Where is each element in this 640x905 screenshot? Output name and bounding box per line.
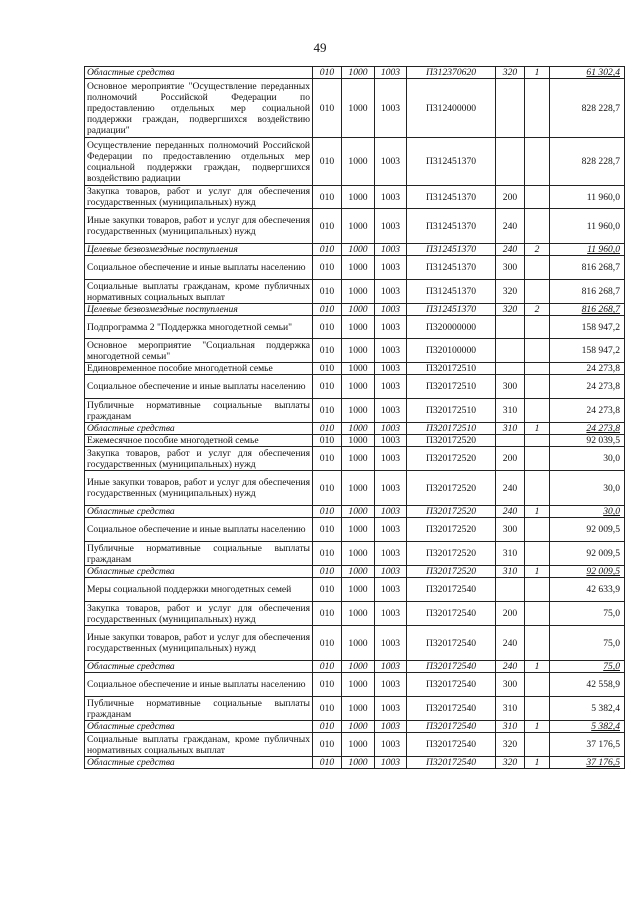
funding-source-cell — [525, 339, 550, 363]
subsection-code-cell: 1003 — [375, 339, 407, 363]
funding-source-cell — [525, 447, 550, 471]
target-article-cell: П320172520 — [407, 518, 496, 542]
grbs-code-cell: 010 — [313, 626, 342, 661]
subsection-code-cell: 1003 — [375, 542, 407, 566]
subsection-code-cell: 1003 — [375, 67, 407, 79]
amount-cell: 75,0 — [550, 661, 625, 673]
expense-type-cell: 240 — [496, 661, 525, 673]
section-code-cell: 1000 — [342, 423, 375, 435]
section-code-cell: 1000 — [342, 316, 375, 339]
table-row — [85, 209, 625, 244]
expense-type-cell: 300 — [496, 518, 525, 542]
row-name-cell: Закупка товаров, работ и услуг для обеспечения государственных (муниципальных) нужд — [85, 447, 313, 471]
grbs-code-cell: 010 — [313, 304, 342, 316]
amount-cell: 11 960,0 — [550, 244, 625, 256]
subsection-code-cell: 1003 — [375, 757, 407, 769]
target-article-cell: П320172520 — [407, 471, 496, 506]
section-code-cell: 1000 — [342, 578, 375, 602]
target-article-cell: П312451370 — [407, 280, 496, 304]
subsection-code-cell: 1003 — [375, 186, 407, 209]
row-name-cell: Социальное обеспечение и иные выплаты населению — [85, 673, 313, 697]
section-code-cell: 1000 — [342, 518, 375, 542]
grbs-code-cell: 010 — [313, 673, 342, 697]
subsection-code-cell: 1003 — [375, 471, 407, 506]
target-article-cell: П312370620 — [407, 67, 496, 79]
target-article-cell: П320172510 — [407, 399, 496, 423]
funding-source-cell — [525, 733, 550, 757]
amount-cell: 816 268,7 — [550, 304, 625, 316]
funding-source-cell — [525, 471, 550, 506]
target-article-cell: П312451370 — [407, 256, 496, 280]
section-code-cell: 1000 — [342, 542, 375, 566]
grbs-code-cell: 010 — [313, 138, 342, 186]
row-name-cell: Социальные выплаты гражданам, кроме публичных нормативных социальных выплат — [85, 280, 313, 304]
funding-source-cell — [525, 435, 550, 447]
subsection-code-cell: 1003 — [375, 423, 407, 435]
amount-cell: 61 302,4 — [550, 67, 625, 79]
table-row — [85, 733, 625, 757]
subsection-code-cell: 1003 — [375, 435, 407, 447]
amount-cell: 75,0 — [550, 626, 625, 661]
subsection-code-cell: 1003 — [375, 626, 407, 661]
expense-type-cell: 200 — [496, 186, 525, 209]
grbs-code-cell: 010 — [313, 423, 342, 435]
subsection-code-cell: 1003 — [375, 697, 407, 721]
expense-type-cell — [496, 339, 525, 363]
row-name-cell: Публичные нормативные социальные выплаты гражданам — [85, 542, 313, 566]
grbs-code-cell: 010 — [313, 602, 342, 626]
expense-type-cell: 310 — [496, 721, 525, 733]
grbs-code-cell: 010 — [313, 697, 342, 721]
target-article-cell: П312451370 — [407, 186, 496, 209]
table-row — [85, 566, 625, 578]
funding-source-cell — [525, 542, 550, 566]
funding-source-cell: 1 — [525, 757, 550, 769]
section-code-cell: 1000 — [342, 79, 375, 138]
row-name-cell: Закупка товаров, работ и услуг для обеспечения государственных (муниципальных) нужд — [85, 186, 313, 209]
subsection-code-cell: 1003 — [375, 447, 407, 471]
subsection-code-cell: 1003 — [375, 518, 407, 542]
amount-cell: 158 947,2 — [550, 316, 625, 339]
funding-source-cell: 1 — [525, 721, 550, 733]
funding-source-cell — [525, 518, 550, 542]
section-code-cell: 1000 — [342, 435, 375, 447]
target-article-cell: П320172540 — [407, 697, 496, 721]
target-article-cell: П320172520 — [407, 435, 496, 447]
expense-type-cell: 320 — [496, 280, 525, 304]
section-code-cell: 1000 — [342, 566, 375, 578]
target-article-cell: П320172510 — [407, 375, 496, 399]
target-article-cell: П320172510 — [407, 363, 496, 375]
subsection-code-cell: 1003 — [375, 602, 407, 626]
row-name-cell: Осуществление переданных полномочий Российской Федерации по предоставлению отдельных мер социальной поддержки граждан, подвергшихся воздействию радиации — [85, 138, 313, 186]
amount-cell: 11 960,0 — [550, 209, 625, 244]
row-name-cell: Областные средства — [85, 423, 313, 435]
budget-table-body — [85, 67, 625, 769]
table-row — [85, 661, 625, 673]
funding-source-cell — [525, 186, 550, 209]
table-row — [85, 186, 625, 209]
table-row — [85, 280, 625, 304]
target-article-cell: П312451370 — [407, 209, 496, 244]
funding-source-cell — [525, 79, 550, 138]
amount-cell: 24 273,8 — [550, 399, 625, 423]
section-code-cell: 1000 — [342, 256, 375, 280]
section-code-cell: 1000 — [342, 280, 375, 304]
funding-source-cell — [525, 209, 550, 244]
funding-source-cell — [525, 602, 550, 626]
row-name-cell: Иные закупки товаров, работ и услуг для обеспечения государственных (муниципальных) нужд — [85, 626, 313, 661]
funding-source-cell — [525, 673, 550, 697]
subsection-code-cell: 1003 — [375, 209, 407, 244]
grbs-code-cell: 010 — [313, 471, 342, 506]
subsection-code-cell: 1003 — [375, 138, 407, 186]
subsection-code-cell: 1003 — [375, 256, 407, 280]
target-article-cell: П320000000 — [407, 316, 496, 339]
grbs-code-cell: 010 — [313, 757, 342, 769]
funding-source-cell — [525, 375, 550, 399]
target-article-cell: П312451370 — [407, 304, 496, 316]
subsection-code-cell: 1003 — [375, 244, 407, 256]
table-row — [85, 304, 625, 316]
row-name-cell: Областные средства — [85, 566, 313, 578]
funding-source-cell — [525, 399, 550, 423]
grbs-code-cell: 010 — [313, 399, 342, 423]
target-article-cell: П320172520 — [407, 506, 496, 518]
subsection-code-cell: 1003 — [375, 363, 407, 375]
table-row — [85, 339, 625, 363]
row-name-cell: Социальное обеспечение и иные выплаты населению — [85, 256, 313, 280]
amount-cell: 11 960,0 — [550, 186, 625, 209]
amount-cell: 5 382,4 — [550, 721, 625, 733]
table-row — [85, 67, 625, 79]
subsection-code-cell: 1003 — [375, 304, 407, 316]
grbs-code-cell: 010 — [313, 578, 342, 602]
amount-cell: 75,0 — [550, 602, 625, 626]
amount-cell: 30,0 — [550, 506, 625, 518]
expense-type-cell: 240 — [496, 506, 525, 518]
subsection-code-cell: 1003 — [375, 399, 407, 423]
target-article-cell: П320172540 — [407, 673, 496, 697]
subsection-code-cell: 1003 — [375, 673, 407, 697]
subsection-code-cell: 1003 — [375, 733, 407, 757]
row-name-cell: Областные средства — [85, 661, 313, 673]
target-article-cell: П320172540 — [407, 733, 496, 757]
expense-type-cell: 320 — [496, 733, 525, 757]
expense-type-cell — [496, 363, 525, 375]
table-row — [85, 79, 625, 138]
target-article-cell: П312451370 — [407, 138, 496, 186]
grbs-code-cell: 010 — [313, 244, 342, 256]
grbs-code-cell: 010 — [313, 566, 342, 578]
table-row — [85, 423, 625, 435]
section-code-cell: 1000 — [342, 506, 375, 518]
grbs-code-cell: 010 — [313, 280, 342, 304]
grbs-code-cell: 010 — [313, 542, 342, 566]
grbs-code-cell: 010 — [313, 209, 342, 244]
expense-type-cell: 310 — [496, 399, 525, 423]
amount-cell: 30,0 — [550, 471, 625, 506]
target-article-cell: П320172540 — [407, 626, 496, 661]
amount-cell: 828 228,7 — [550, 138, 625, 186]
section-code-cell: 1000 — [342, 363, 375, 375]
target-article-cell: П312400000 — [407, 79, 496, 138]
target-article-cell: П320172520 — [407, 566, 496, 578]
grbs-code-cell: 010 — [313, 339, 342, 363]
subsection-code-cell: 1003 — [375, 578, 407, 602]
grbs-code-cell: 010 — [313, 518, 342, 542]
grbs-code-cell: 010 — [313, 733, 342, 757]
table-row — [85, 256, 625, 280]
amount-cell: 92 009,5 — [550, 518, 625, 542]
section-code-cell: 1000 — [342, 375, 375, 399]
amount-cell: 24 273,8 — [550, 375, 625, 399]
grbs-code-cell: 010 — [313, 661, 342, 673]
row-name-cell: Меры социальной поддержки многодетных семей — [85, 578, 313, 602]
funding-source-cell: 1 — [525, 566, 550, 578]
target-article-cell: П320172540 — [407, 578, 496, 602]
funding-source-cell: 2 — [525, 244, 550, 256]
expense-type-cell: 310 — [496, 566, 525, 578]
funding-source-cell: 1 — [525, 506, 550, 518]
row-name-cell: Иные закупки товаров, работ и услуг для обеспечения государственных (муниципальных) нужд — [85, 209, 313, 244]
expense-type-cell: 320 — [496, 67, 525, 79]
row-name-cell: Закупка товаров, работ и услуг для обеспечения государственных (муниципальных) нужд — [85, 602, 313, 626]
funding-source-cell: 1 — [525, 661, 550, 673]
grbs-code-cell: 010 — [313, 316, 342, 339]
grbs-code-cell: 010 — [313, 186, 342, 209]
grbs-code-cell: 010 — [313, 375, 342, 399]
grbs-code-cell: 010 — [313, 67, 342, 79]
expense-type-cell: 300 — [496, 256, 525, 280]
amount-cell: 24 273,8 — [550, 423, 625, 435]
subsection-code-cell: 1003 — [375, 661, 407, 673]
expense-type-cell: 200 — [496, 447, 525, 471]
subsection-code-cell: 1003 — [375, 506, 407, 518]
funding-source-cell — [525, 280, 550, 304]
expense-type-cell — [496, 138, 525, 186]
grbs-code-cell: 010 — [313, 435, 342, 447]
funding-source-cell — [525, 578, 550, 602]
target-article-cell: П320172520 — [407, 542, 496, 566]
grbs-code-cell: 010 — [313, 363, 342, 375]
amount-cell: 5 382,4 — [550, 697, 625, 721]
section-code-cell: 1000 — [342, 304, 375, 316]
target-article-cell: П320172520 — [407, 447, 496, 471]
expense-type-cell: 240 — [496, 244, 525, 256]
funding-source-cell: 1 — [525, 423, 550, 435]
amount-cell: 92 009,5 — [550, 542, 625, 566]
section-code-cell: 1000 — [342, 186, 375, 209]
row-name-cell: Основное мероприятие "Социальная поддержка многодетной семьи" — [85, 339, 313, 363]
table-row — [85, 138, 625, 186]
expense-type-cell: 300 — [496, 375, 525, 399]
expense-type-cell: 310 — [496, 423, 525, 435]
row-name-cell: Ежемесячное пособие многодетной семье — [85, 435, 313, 447]
budget-table — [84, 66, 625, 769]
expense-type-cell: 310 — [496, 542, 525, 566]
row-name-cell: Социальные выплаты гражданам, кроме публичных нормативных социальных выплат — [85, 733, 313, 757]
grbs-code-cell: 010 — [313, 506, 342, 518]
expense-type-cell: 300 — [496, 673, 525, 697]
table-row — [85, 757, 625, 769]
section-code-cell: 1000 — [342, 673, 375, 697]
table-row — [85, 471, 625, 506]
expense-type-cell — [496, 316, 525, 339]
target-article-cell: П320172540 — [407, 602, 496, 626]
section-code-cell: 1000 — [342, 244, 375, 256]
table-row — [85, 673, 625, 697]
funding-source-cell — [525, 697, 550, 721]
section-code-cell: 1000 — [342, 757, 375, 769]
section-code-cell: 1000 — [342, 399, 375, 423]
table-row — [85, 447, 625, 471]
target-article-cell: П320172540 — [407, 757, 496, 769]
expense-type-cell: 320 — [496, 304, 525, 316]
funding-source-cell — [525, 138, 550, 186]
amount-cell: 24 273,8 — [550, 363, 625, 375]
table-row — [85, 244, 625, 256]
expense-type-cell: 320 — [496, 757, 525, 769]
amount-cell: 92 039,5 — [550, 435, 625, 447]
expense-type-cell — [496, 79, 525, 138]
amount-cell: 92 009,5 — [550, 566, 625, 578]
expense-type-cell: 240 — [496, 209, 525, 244]
row-name-cell: Областные средства — [85, 506, 313, 518]
row-name-cell: Подпрограмма 2 "Поддержка многодетной семьи" — [85, 316, 313, 339]
table-row — [85, 542, 625, 566]
section-code-cell: 1000 — [342, 471, 375, 506]
funding-source-cell — [525, 363, 550, 375]
funding-source-cell: 2 — [525, 304, 550, 316]
row-name-cell: Основное мероприятие "Осуществление переданных полномочий Российской Федерации по предоставлению отдельных мер социальной поддержки граждан, подвергшихся воздействию радиации" — [85, 79, 313, 138]
table-row — [85, 506, 625, 518]
grbs-code-cell: 010 — [313, 79, 342, 138]
subsection-code-cell: 1003 — [375, 280, 407, 304]
row-name-cell: Публичные нормативные социальные выплаты гражданам — [85, 697, 313, 721]
table-row — [85, 316, 625, 339]
section-code-cell: 1000 — [342, 721, 375, 733]
section-code-cell: 1000 — [342, 339, 375, 363]
amount-cell: 828 228,7 — [550, 79, 625, 138]
section-code-cell: 1000 — [342, 697, 375, 721]
table-row — [85, 697, 625, 721]
subsection-code-cell: 1003 — [375, 79, 407, 138]
table-row — [85, 399, 625, 423]
table-row — [85, 602, 625, 626]
amount-cell: 37 176,5 — [550, 757, 625, 769]
expense-type-cell: 310 — [496, 697, 525, 721]
expense-type-cell — [496, 435, 525, 447]
funding-source-cell: 1 — [525, 67, 550, 79]
section-code-cell: 1000 — [342, 138, 375, 186]
target-article-cell: П320172540 — [407, 661, 496, 673]
expense-type-cell — [496, 578, 525, 602]
section-code-cell: 1000 — [342, 626, 375, 661]
section-code-cell: 1000 — [342, 661, 375, 673]
amount-cell: 158 947,2 — [550, 339, 625, 363]
funding-source-cell — [525, 626, 550, 661]
section-code-cell: 1000 — [342, 447, 375, 471]
funding-source-cell — [525, 316, 550, 339]
subsection-code-cell: 1003 — [375, 721, 407, 733]
table-row — [85, 435, 625, 447]
section-code-cell: 1000 — [342, 602, 375, 626]
subsection-code-cell: 1003 — [375, 566, 407, 578]
table-row — [85, 578, 625, 602]
amount-cell: 816 268,7 — [550, 280, 625, 304]
section-code-cell: 1000 — [342, 733, 375, 757]
target-article-cell: П320172540 — [407, 721, 496, 733]
expense-type-cell: 240 — [496, 626, 525, 661]
grbs-code-cell: 010 — [313, 721, 342, 733]
table-row — [85, 375, 625, 399]
subsection-code-cell: 1003 — [375, 375, 407, 399]
grbs-code-cell: 010 — [313, 447, 342, 471]
table-row — [85, 626, 625, 661]
target-article-cell: П312451370 — [407, 244, 496, 256]
section-code-cell: 1000 — [342, 209, 375, 244]
row-name-cell: Целевые безвозмездные поступления — [85, 244, 313, 256]
page-number: 49 — [313, 40, 327, 55]
expense-type-cell: 200 — [496, 602, 525, 626]
grbs-code-cell: 010 — [313, 256, 342, 280]
row-name-cell: Областные средства — [85, 757, 313, 769]
row-name-cell: Целевые безвозмездные поступления — [85, 304, 313, 316]
amount-cell: 42 633,9 — [550, 578, 625, 602]
section-code-cell: 1000 — [342, 67, 375, 79]
expense-type-cell: 240 — [496, 471, 525, 506]
subsection-code-cell: 1003 — [375, 316, 407, 339]
table-row — [85, 363, 625, 375]
row-name-cell: Социальное обеспечение и иные выплаты населению — [85, 518, 313, 542]
table-row — [85, 721, 625, 733]
amount-cell: 42 558,9 — [550, 673, 625, 697]
target-article-cell: П320172510 — [407, 423, 496, 435]
row-name-cell: Иные закупки товаров, работ и услуг для обеспечения государственных (муниципальных) нужд — [85, 471, 313, 506]
amount-cell: 30,0 — [550, 447, 625, 471]
amount-cell: 37 176,5 — [550, 733, 625, 757]
row-name-cell: Публичные нормативные социальные выплаты гражданам — [85, 399, 313, 423]
row-name-cell: Социальное обеспечение и иные выплаты населению — [85, 375, 313, 399]
amount-cell: 816 268,7 — [550, 256, 625, 280]
table-row — [85, 518, 625, 542]
row-name-cell: Областные средства — [85, 67, 313, 79]
target-article-cell: П320100000 — [407, 339, 496, 363]
funding-source-cell — [525, 256, 550, 280]
row-name-cell: Единовременное пособие многодетной семье — [85, 363, 313, 375]
row-name-cell: Областные средства — [85, 721, 313, 733]
